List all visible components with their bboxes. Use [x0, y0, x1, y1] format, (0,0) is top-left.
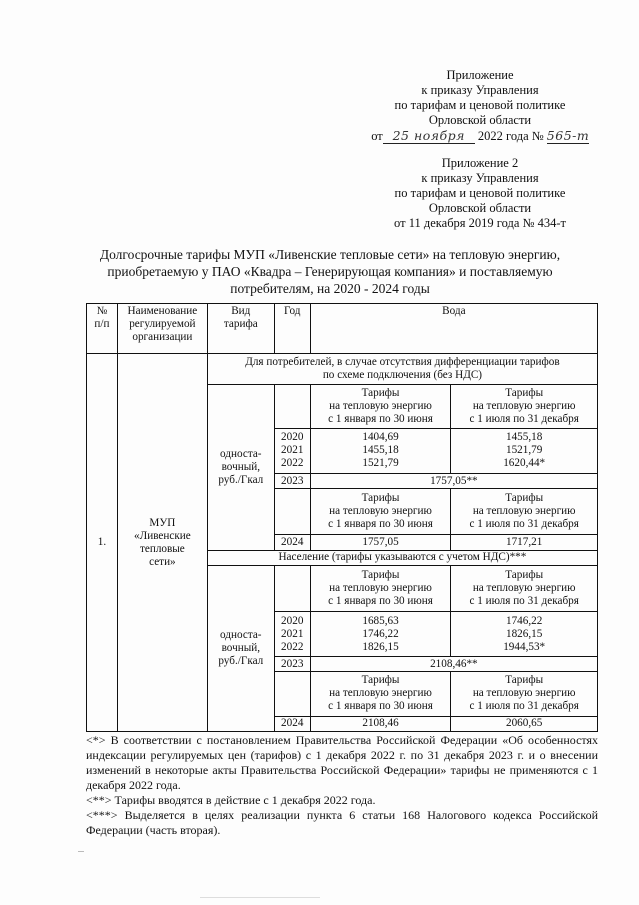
footnote-2: <**> Тарифы вводятся в действие с 1 декабря 2022 года.: [86, 793, 376, 807]
tariff-type-b: односта- вочный, руб./Гкал: [207, 566, 274, 732]
header-year: Год: [274, 304, 310, 354]
scan-mark: [200, 897, 320, 898]
years-b: 2020 2021 2022: [274, 612, 310, 657]
header-water: Вода: [310, 304, 597, 354]
appendix2-line: по тарифам и ценовой политике: [394, 186, 566, 200]
heading-line: Долгосрочные тарифы МУП «Ливенские тепловые сети» на тепловую энергию,: [99, 247, 561, 262]
year-2023-a: 2023: [274, 473, 310, 488]
year-2024-b: 2024: [274, 716, 310, 732]
appendix2-line: от 11 декабря 2019 года № 434-т: [394, 216, 566, 230]
footnote-1: <*> В соответствии с постановлением Правительства Российской Федерации «Об особенностях индексации регулируемых цен (тарифов) с 1 декабря 2022 г. по 31 декабря 2023 г. и о внесении изменений в некоторые акты Правительства Российской Федерации» тарифы не применяются с 1 декабря 2022 года.: [86, 733, 598, 792]
heading-line: приобретаемую у ПАО «Квадра – Генерирующая компания» и поставляемую: [107, 264, 553, 279]
value-2023-a: 1757,05**: [310, 473, 597, 488]
appendix-title: Приложение: [446, 68, 514, 82]
appendix2-title: Приложение 2: [441, 156, 519, 170]
handwritten-date: 25 ноября: [383, 128, 475, 144]
appendix2-line: к приказу Управления: [421, 171, 539, 185]
appendix-line: к приказу Управления: [421, 83, 539, 97]
header-organization: Наименование регулируемой организации: [117, 304, 207, 354]
footnote-3: <***> Выделяется в целях реализации пункта 6 статьи 168 Налогового кодекса Российской Федерации (часть вторая).: [86, 808, 598, 837]
header-number: № п/п: [87, 304, 118, 354]
value-2024-first-a: 1757,05: [310, 535, 451, 550]
empty-cell: [274, 489, 310, 535]
col-first-half-a-2024: Тарифы на тепловую энергию с 1 января по 30 июня: [310, 489, 451, 535]
values-first-half-b: 1685,63 1746,22 1826,15: [310, 612, 451, 657]
values-first-half-a: 1404,69 1455,18 1521,79: [310, 428, 451, 473]
appendix-block: [370, 68, 590, 144]
empty-cell: [274, 566, 310, 612]
value-2024-second-a: 1717,21: [451, 535, 598, 550]
handwritten-number: 565-т: [546, 128, 590, 143]
appendix2-block: [370, 156, 590, 231]
section-b-title: Население (тарифы указываются с учетом НДС)***: [207, 550, 597, 565]
col-first-half-b: Тарифы на тепловую энергию с 1 января по 30 июня: [310, 566, 451, 612]
appendix-line: по тарифам и ценовой политике: [394, 98, 566, 112]
heading-line: потребителям, на 2020 - 2024 годы: [230, 281, 430, 296]
col-second-half-a: Тарифы на тепловую энергию с 1 июля по 31 декабря: [451, 384, 598, 428]
table-row: [87, 354, 598, 385]
empty-cell: [274, 672, 310, 716]
col-second-half-a-2024: Тарифы на тепловую энергию с 1 июля по 31 декабря: [451, 489, 598, 535]
appendix-line: Орловской области: [428, 113, 532, 127]
date-year: 2022 года №: [477, 129, 544, 143]
col-second-half-b: Тарифы на тепловую энергию с 1 июля по 31 декабря: [451, 566, 598, 612]
year-2024-a: 2024: [274, 535, 310, 550]
values-second-half-b: 1746,22 1826,15 1944,53*: [451, 612, 598, 657]
document-heading: [80, 246, 580, 297]
tariff-table: [86, 303, 598, 732]
tariff-type-a: односта- вочный, руб./Гкал: [207, 384, 274, 550]
year-2023-b: 2023: [274, 657, 310, 672]
table-header-row: [87, 304, 598, 354]
values-second-half-a: 1455,18 1521,79 1620,44*: [451, 428, 598, 473]
appendix-date: [370, 128, 590, 144]
row-number: 1.: [87, 354, 118, 732]
col-second-half-b-2024: Тарифы на тепловую энергию с 1 июля по 31 декабря: [451, 672, 598, 716]
value-2024-first-b: 2108,46: [310, 716, 451, 732]
date-prefix: от: [371, 129, 383, 143]
value-2024-second-b: 2060,65: [451, 716, 598, 732]
empty-cell: [274, 384, 310, 428]
organization-name: МУП «Ливенские тепловые сети»: [117, 354, 207, 732]
footnotes: [86, 733, 598, 838]
appendix2-line: Орловской области: [428, 201, 532, 215]
value-2023-b: 2108,46**: [310, 657, 597, 672]
scan-mark: [78, 851, 84, 852]
header-tariff-type: Вид тарифа: [207, 304, 274, 354]
col-first-half-a: Тарифы на тепловую энергию с 1 января по 30 июня: [310, 384, 451, 428]
section-a-title: Для потребителей, в случае отсутствия дифференциации тарифов по схеме подключения (без НДС): [207, 354, 597, 385]
years-a: 2020 2021 2022: [274, 428, 310, 473]
col-first-half-b-2024: Тарифы на тепловую энергию с 1 января по 30 июня: [310, 672, 451, 716]
